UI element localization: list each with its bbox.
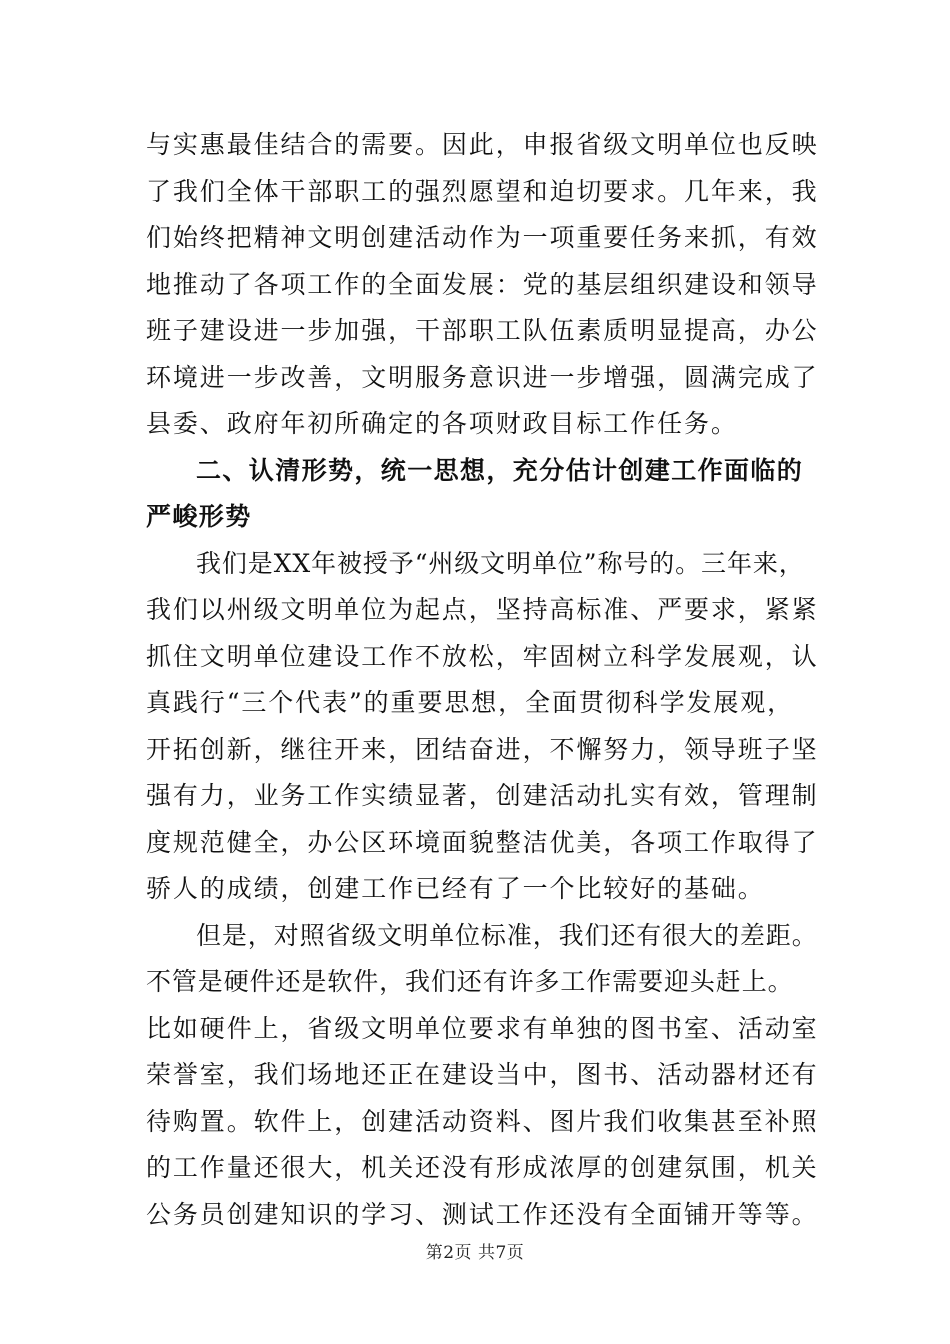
text-line: 但是，对照省级文明单位标准，我们还有很大的差距。: [196, 920, 818, 950]
text-line: 开拓创新，继往开来，团结奋进，不懈努力，领导班子坚: [146, 734, 819, 764]
text-line: 度规范健全，办公区环境面貌整洁优美，各项工作取得了: [146, 827, 819, 857]
text-line: 我们以州级文明单位为起点，坚持高标准、严要求，紧紧: [146, 595, 819, 624]
section-heading-continued: 严峻形势: [146, 502, 252, 531]
text-line: 与实惠最佳结合的需要。因此，申报省级文明单位也反映: [146, 130, 819, 159]
text-line: 了我们全体干部职工的强烈愿望和迫切要求。几年来，我: [146, 176, 819, 206]
text-line: 的工作量还很大，机关还没有形成浓厚的创建氛围，机关: [146, 1153, 819, 1182]
text-line: 们始终把精神文明创建活动作为一项重要任务来抓，有效: [146, 223, 819, 252]
section-heading: 二、认清形势，统一思想，充分估计创建工作面临的: [196, 455, 804, 485]
text-line: 地推动了各项工作的全面发展：党的基层组织建设和领导: [146, 269, 819, 299]
text-line: 荣誉室，我们场地还正在建设当中，图书、活动器材还有: [146, 1060, 819, 1089]
text-line: 骄人的成绩，创建工作已经有了一个比较好的基础。: [146, 874, 765, 903]
document-body: [146, 122, 819, 1238]
text-line: 强有力，业务工作实绩显著，创建活动扎实有效，管理制: [146, 781, 819, 810]
text-line: 公务员创建知识的学习、测试工作还没有全面铺开等等。: [146, 1199, 819, 1229]
text-line: 我们是XX年被授予“州级文明单位”称号的。三年来，: [196, 548, 805, 578]
page-footer: 第2页 共7页: [425, 1243, 525, 1263]
text-line: 比如硬件上，省级文明单位要求有单独的图书室、活动室: [146, 1013, 819, 1043]
text-line: 环境进一步改善，文明服务意识进一步增强，圆满完成了: [146, 362, 819, 392]
text-line: 班子建设进一步加强，干部职工队伍素质明显提高，办公: [146, 316, 819, 345]
text-line: 县委、政府年初所确定的各项财政目标工作任务。: [146, 409, 738, 438]
text-line: 不管是硬件还是软件，我们还有许多工作需要迎头赶上。: [146, 967, 794, 996]
text-line: 真践行“三个代表”的重要思想，全面贯彻科学发展观，: [146, 688, 795, 717]
text-line: 待购置。软件上，创建活动资料、图片我们收集甚至补照: [146, 1106, 819, 1136]
text-line: 抓住文明单位建设工作不放松，牢固树立科学发展观，认: [146, 641, 819, 671]
